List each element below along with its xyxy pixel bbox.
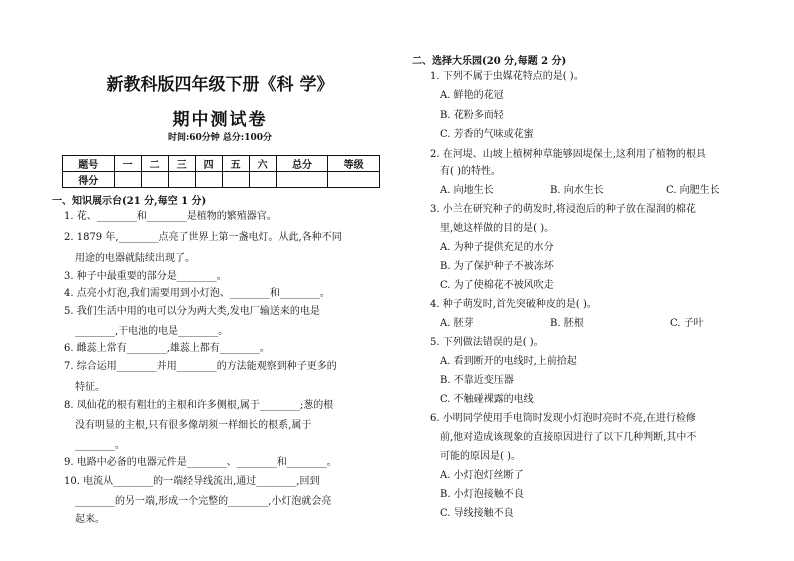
score-row-label: 得分	[63, 172, 115, 188]
question-line: 里,她这样做的目的是( )。	[440, 223, 555, 234]
option-line: C. 导线接触不良	[440, 508, 514, 519]
question-line: 5. 下列做法错误的是( )。	[430, 337, 544, 348]
question-line: 有( )的特性。	[440, 166, 501, 177]
question-line: ________的另一端,形成一个完整的________,小灯泡就会亮	[75, 496, 332, 507]
question-line: 5. 我们生活中用的电可以分为两大类,发电厂输送来的电是	[64, 306, 320, 317]
question-line: 4. 点亮小灯泡,我们需要用到小灯泡、________和________。	[64, 288, 330, 299]
section-2-heading: 二、选择大乐园(20 分,每题 2 分)	[412, 56, 567, 67]
score-header-cell: 一	[114, 156, 141, 172]
score-header-cell: 六	[249, 156, 276, 172]
question-line: 6. 雌蕊上常有________,雄蕊上都有________。	[64, 343, 270, 354]
score-cell[interactable]	[222, 172, 249, 188]
exam-title: 新教科版四年级下册《科 学》	[106, 75, 334, 95]
score-cell[interactable]	[328, 172, 380, 188]
option-line: B. 向水生长	[550, 185, 604, 196]
option-line: C. 为了使棉花不被风吹走	[440, 280, 554, 291]
option-line: B. 小灯泡接触不良	[440, 489, 524, 500]
question-line: 9. 电路中必备的电器元件是________、________和________。	[64, 457, 337, 468]
question-line: 10. 电流从________的一端经导线流出,通过________,回到	[64, 476, 320, 487]
option-line: C. 向肥生长	[666, 185, 720, 196]
score-cell[interactable]	[141, 172, 168, 188]
question-line: 起来。	[75, 514, 105, 525]
question-line: 特征。	[75, 382, 105, 393]
score-table-header-row	[63, 156, 380, 172]
score-header-cell: 三	[168, 156, 195, 172]
score-header-cell: 等级	[328, 156, 380, 172]
score-cell[interactable]	[276, 172, 328, 188]
option-line: A. 胚芽	[440, 318, 474, 329]
option-line: A. 鲜艳的花冠	[440, 90, 504, 101]
score-cell[interactable]	[168, 172, 195, 188]
score-header-cell: 总分	[276, 156, 328, 172]
option-line: A. 为种子提供充足的水分	[440, 242, 554, 253]
score-cell[interactable]	[249, 172, 276, 188]
question-line: 2. 1879 年,________点亮了世界上第一盏电灯。从此,各种不同	[64, 232, 342, 243]
question-line: ________,干电池的电是________。	[75, 326, 229, 337]
question-line: ________。	[75, 440, 125, 451]
question-line: 1. 花、________和________是植物的繁殖器官。	[64, 211, 277, 222]
question-line: 1. 下列不属于虫媒花特点的是( )。	[430, 71, 584, 82]
question-line: 前,他对造成该现象的直接原因进行了以下几种判断,其中不	[440, 432, 697, 443]
option-line: A. 向地生长	[440, 185, 494, 196]
score-table	[62, 155, 380, 188]
exam-subtitle: 期中测试卷	[172, 110, 268, 130]
question-line: 可能的原因是( )。	[440, 451, 521, 462]
option-line: A. 看到断开的电线时,上前拾起	[440, 356, 577, 367]
question-line: 2. 在河堤、山坡上植树种草能够固堤保土,这利用了植物的根具	[430, 149, 706, 160]
score-cell[interactable]	[195, 172, 222, 188]
score-header-cell: 二	[141, 156, 168, 172]
question-line: 6. 小明同学使用手电筒时发现小灯泡时亮时不亮,在进行检修	[430, 413, 696, 424]
question-line: 3. 小兰在研究种子的萌发时,将浸泡后的种子放在湿润的棉花	[430, 204, 696, 215]
question-line: 用途的电器就陆续出现了。	[75, 253, 195, 264]
option-line: B. 为了保护种子不被冻坏	[440, 261, 554, 272]
question-line: 没有明显的主根,只有很多像胡须一样细长的根系,属于	[75, 420, 312, 431]
option-line: B. 胚根	[550, 318, 584, 329]
option-line: B. 不靠近变压器	[440, 375, 514, 386]
question-line: 7. 综合运用________并用________的方法能观察到种子更多的	[64, 361, 337, 372]
option-line: C. 不触碰裸露的电线	[440, 394, 534, 405]
option-line: C. 芳香的气味或花蜜	[440, 129, 534, 140]
score-header-cell: 题号	[63, 156, 115, 172]
score-table-score-row	[63, 172, 380, 188]
section-1-heading: 一、知识展示台(21 分,每空 1 分)	[52, 196, 207, 207]
question-line: 8. 凤仙花的根有粗壮的主根和许多侧根,属于________;葱的根	[64, 400, 334, 411]
option-line: B. 花粉多而轻	[440, 110, 504, 121]
score-header-cell: 五	[222, 156, 249, 172]
option-line: A. 小灯泡灯丝断了	[440, 470, 524, 481]
score-cell[interactable]	[114, 172, 141, 188]
option-line: C. 子叶	[670, 318, 704, 329]
exam-meta: 时间:60分钟 总分:100分	[167, 133, 273, 143]
question-line: 4. 种子萌发时,首先突破种皮的是( )。	[430, 299, 597, 310]
question-line: 3. 种子中最重要的部分是________。	[64, 271, 227, 282]
score-header-cell: 四	[195, 156, 222, 172]
